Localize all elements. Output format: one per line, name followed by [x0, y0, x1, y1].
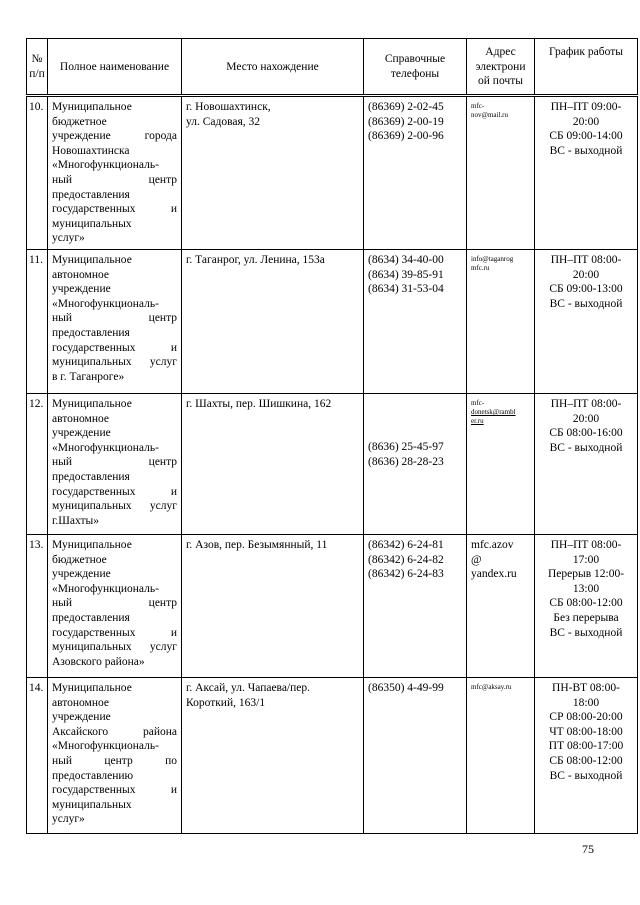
row-number: 12. — [27, 394, 48, 535]
org-phones: (8636) 25-45-97 (8636) 28-28-23 — [364, 394, 467, 535]
org-address: г. Новошахтинск, ул. Садовая, 32 — [182, 96, 364, 250]
org-email[interactable]: mfc.azov @ yandex.ru — [467, 535, 535, 678]
org-schedule: ПН-ВТ 08:00- 18:00 СР 08:00-20:00 ЧТ 08:00-18:00 ПТ 08:00-17:00 СБ 08:00-12:00 ВС - выходной — [535, 678, 638, 834]
org-address: г. Шахты, пер. Шишкина, 162 — [182, 394, 364, 535]
row-number: 10. — [27, 96, 48, 250]
page-number: 75 — [582, 842, 594, 856]
header-num: № п/п — [27, 39, 48, 96]
table-row — [27, 394, 638, 535]
org-name: Муниципальное автономное учреждение «Многофункциональ- ный центр предоставления государственных и муниципальных услуг г.Шахты» — [48, 394, 182, 535]
org-phones: (86350) 4-49-99 — [364, 678, 467, 834]
phone-spacer — [368, 397, 462, 440]
row-number: 13. — [27, 535, 48, 678]
org-phones: (8634) 34-40-00 (8634) 39-85-91 (8634) 31-53-04 — [364, 250, 467, 394]
header-location: Место нахождение — [182, 39, 364, 96]
org-name: Муниципальное автономное учреждение «Многофункциональ- ный центр предоставления государственных и муниципальных услуг в г. Таганроге» — [48, 250, 182, 394]
org-schedule: ПН–ПТ 09:00- 20:00 СБ 09:00-14:00 ВС - выходной — [535, 96, 638, 250]
org-phones: (86369) 2-02-45 (86369) 2-00-19 (86369) 2-00-96 — [364, 96, 467, 250]
header-schedule: График работы — [535, 39, 638, 96]
org-phones: (86342) 6-24-81 (86342) 6-24-82 (86342) 6-24-83 — [364, 535, 467, 678]
org-name: Муниципальное бюджетное учреждение города Новошахтинска «Многофункциональ- ный центр предоставления государственных и муниципальных услуг» — [48, 96, 182, 250]
org-schedule: ПН–ПТ 08:00- 20:00 СБ 09:00-13:00 ВС - выходной — [535, 250, 638, 394]
org-email[interactable]: mfc- nov@mail.ru — [467, 96, 535, 250]
row-number: 11. — [27, 250, 48, 394]
org-email[interactable]: mfc@aksay.ru — [467, 678, 535, 834]
table-header-row — [27, 39, 638, 96]
org-email[interactable]: info@taganrog mfc.ru — [467, 250, 535, 394]
table-row — [27, 535, 638, 678]
org-address: г. Аксай, ул. Чапаева/пер. Короткий, 163/1 — [182, 678, 364, 834]
org-schedule: ПН–ПТ 08:00- 20:00 СБ 08:00-16:00 ВС - выходной — [535, 394, 638, 535]
mfc-table — [26, 38, 638, 834]
org-name: Муниципальное автономное учреждение Аксайского района «Многофункциональ- ный центр по предоставлению государственных и муниципальных услуг» — [48, 678, 182, 834]
header-email: Адрес электрони ой почты — [467, 39, 535, 96]
header-name: Полное наименование — [48, 39, 182, 96]
row-number: 14. — [27, 678, 48, 834]
org-address: г. Азов, пер. Безымянный, 11 — [182, 535, 364, 678]
org-name: Муниципальное бюджетное учреждение «Многофункциональ- ный центр предоставления государственных и муниципальных услуг Азовского района» — [48, 535, 182, 678]
table-row — [27, 678, 638, 834]
org-schedule: ПН–ПТ 08:00- 17:00 Перерыв 12:00- 13:00 СБ 08:00-12:00 Без перерыва ВС - выходной — [535, 535, 638, 678]
header-phones: Справочные телефоны — [364, 39, 467, 96]
table-row — [27, 96, 638, 250]
org-address: г. Таганрог, ул. Ленина, 153а — [182, 250, 364, 394]
table-row — [27, 250, 638, 394]
org-email[interactable]: mfc- donetsk@rambl er.ru — [467, 394, 535, 535]
